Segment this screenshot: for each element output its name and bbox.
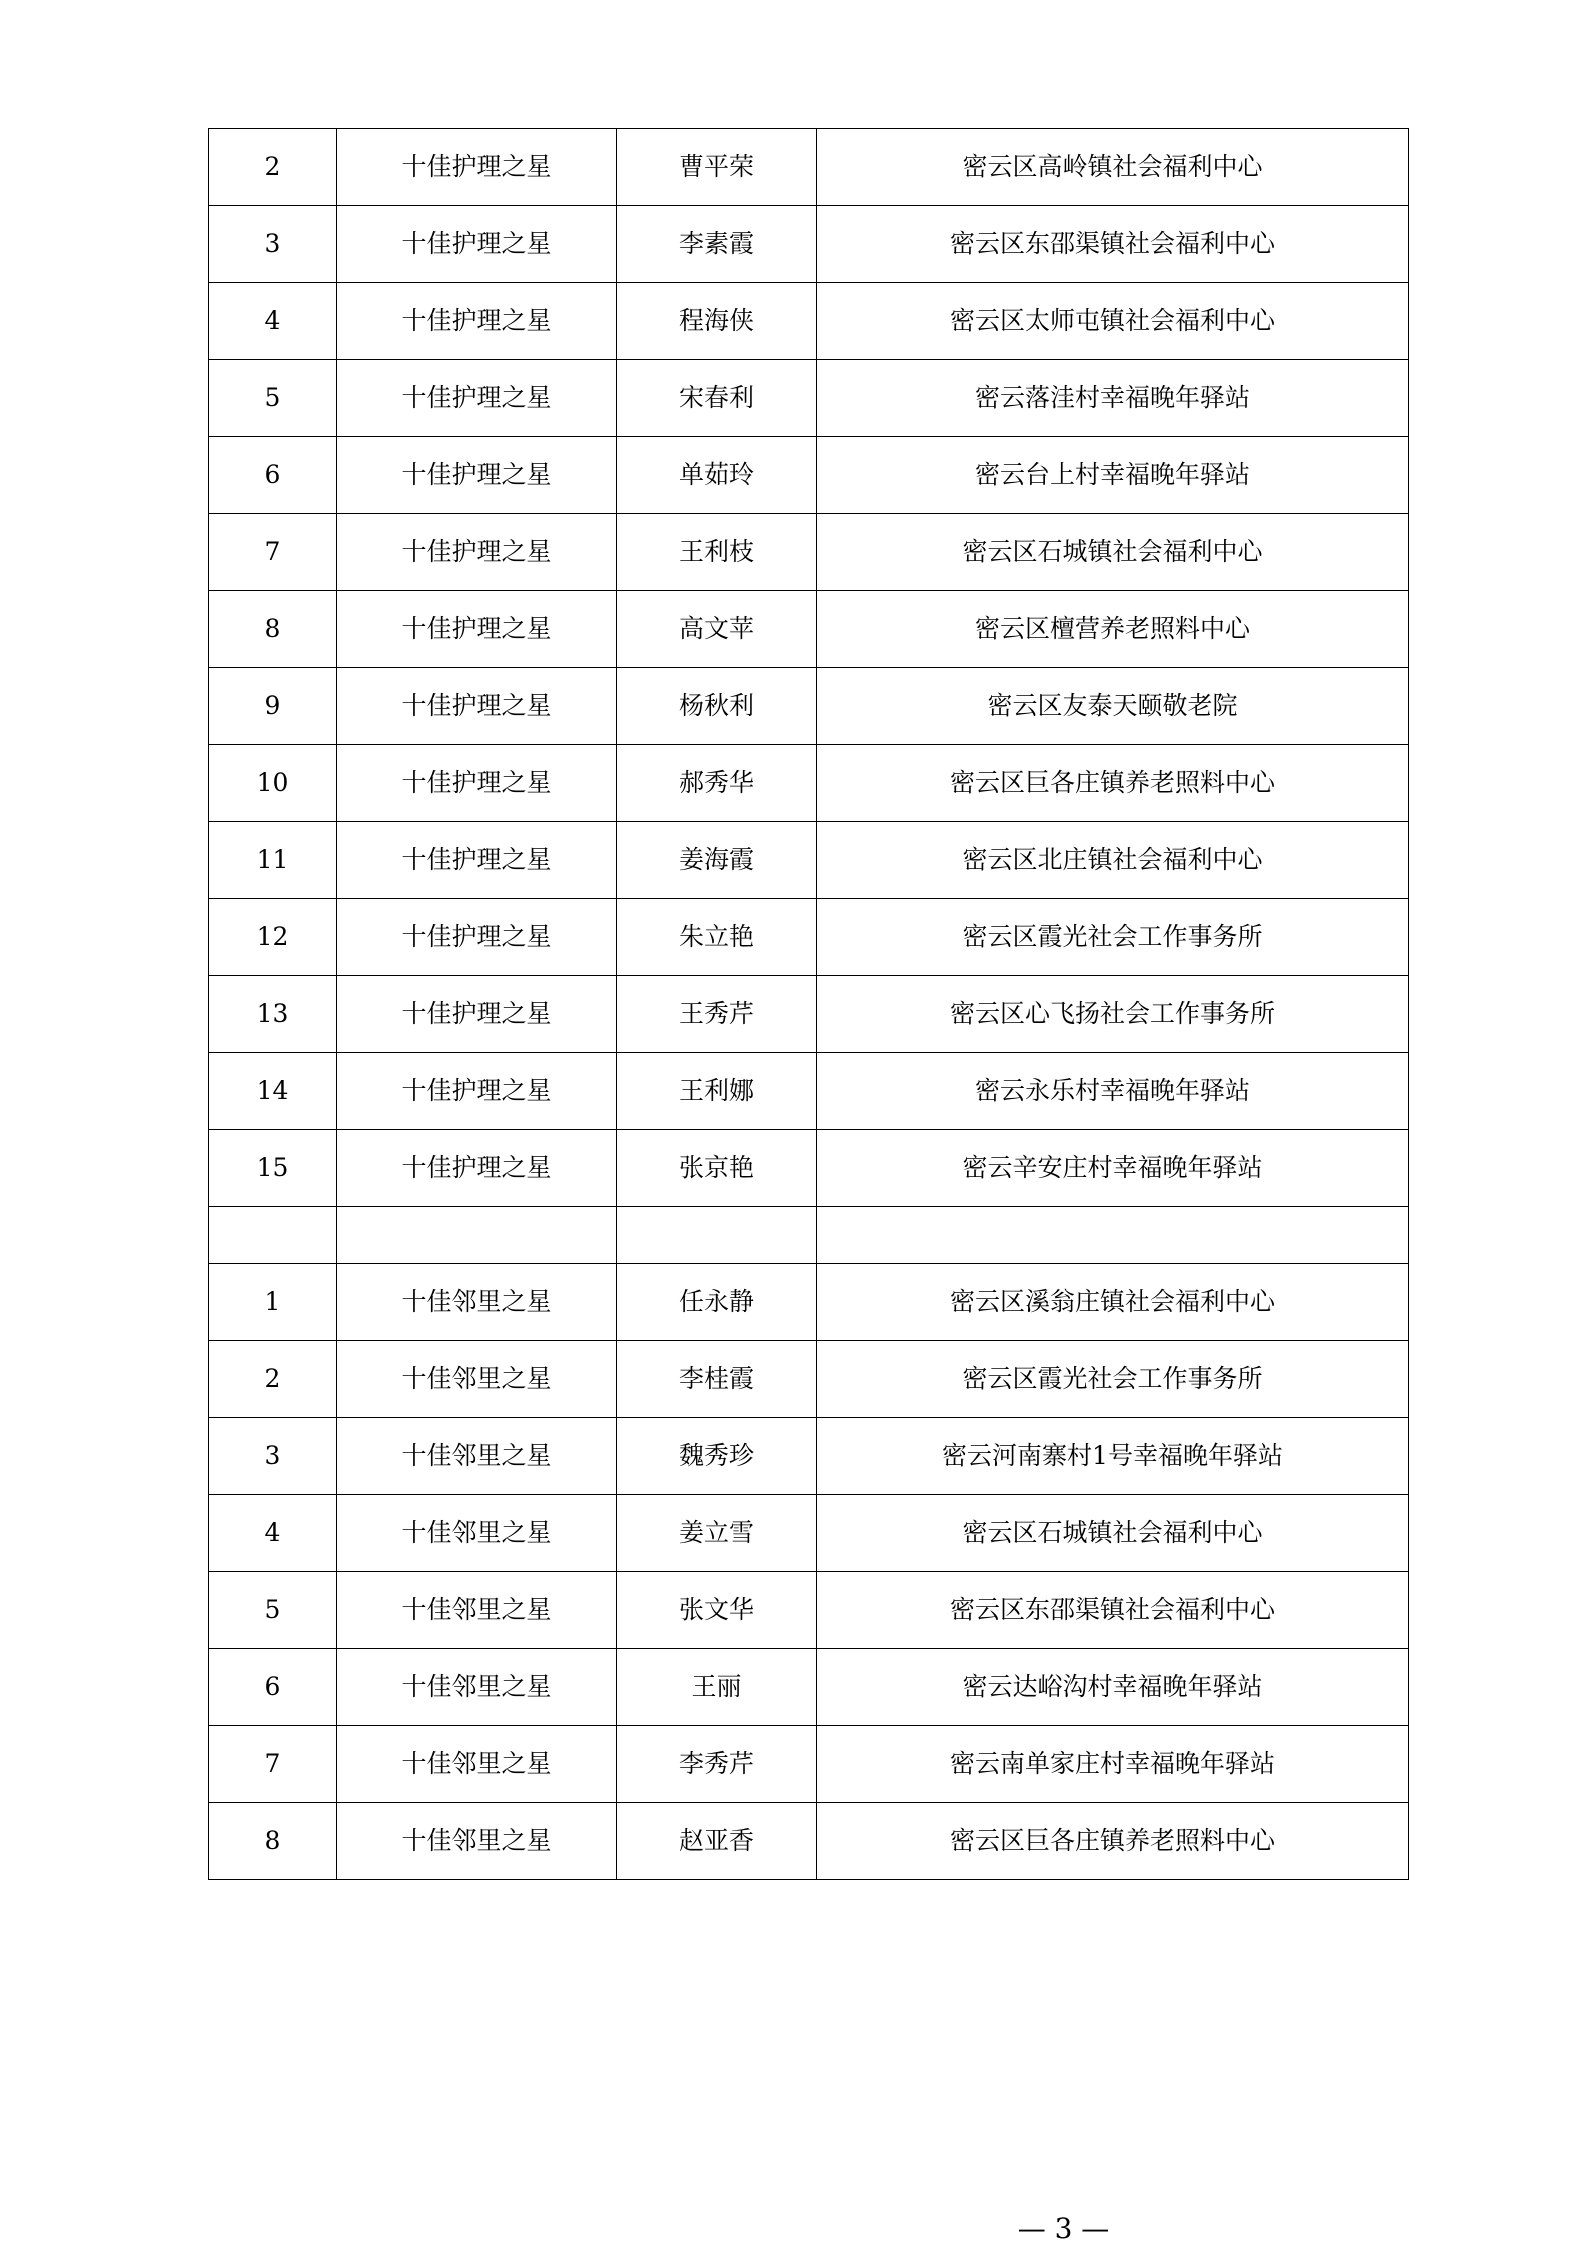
cell-award: 十佳护理之星 [337, 206, 617, 283]
table-row [209, 1649, 1409, 1726]
cell-name: 姜海霞 [617, 822, 817, 899]
cell-name: 王利枝 [617, 514, 817, 591]
cell-org: 密云南单家庄村幸福晚年驿站 [817, 1726, 1409, 1803]
cell-award: 十佳护理之星 [337, 360, 617, 437]
cell-org: 密云区太师屯镇社会福利中心 [817, 283, 1409, 360]
cell-award: 十佳护理之星 [337, 514, 617, 591]
table-row [209, 437, 1409, 514]
cell-name: 杨秋利 [617, 668, 817, 745]
cell-index [209, 1207, 337, 1264]
cell-award: 十佳护理之星 [337, 822, 617, 899]
cell-index: 5 [209, 1572, 337, 1649]
cell-award: 十佳邻里之星 [337, 1572, 617, 1649]
cell-org: 密云区北庄镇社会福利中心 [817, 822, 1409, 899]
cell-name: 朱立艳 [617, 899, 817, 976]
cell-index: 4 [209, 283, 337, 360]
cell-name: 王利娜 [617, 1053, 817, 1130]
cell-name: 张文华 [617, 1572, 817, 1649]
cell-award: 十佳护理之星 [337, 1130, 617, 1207]
cell-award: 十佳邻里之星 [337, 1726, 617, 1803]
cell-award: 十佳邻里之星 [337, 1803, 617, 1880]
table-row [209, 668, 1409, 745]
cell-name: 曹平荣 [617, 129, 817, 206]
cell-org: 密云区巨各庄镇养老照料中心 [817, 1803, 1409, 1880]
table-row [209, 1803, 1409, 1880]
cell-award: 十佳护理之星 [337, 976, 617, 1053]
cell-name: 姜立雪 [617, 1495, 817, 1572]
cell-index: 9 [209, 668, 337, 745]
cell-name: 王丽 [617, 1649, 817, 1726]
cell-index: 3 [209, 1418, 337, 1495]
cell-name [617, 1207, 817, 1264]
cell-org: 密云区高岭镇社会福利中心 [817, 129, 1409, 206]
table-row [209, 899, 1409, 976]
cell-index: 8 [209, 591, 337, 668]
cell-index: 7 [209, 1726, 337, 1803]
cell-award: 十佳护理之星 [337, 1053, 617, 1130]
cell-award: 十佳护理之星 [337, 745, 617, 822]
table-row [209, 283, 1409, 360]
cell-award [337, 1207, 617, 1264]
cell-index: 12 [209, 899, 337, 976]
cell-org: 密云区心飞扬社会工作事务所 [817, 976, 1409, 1053]
cell-name: 程海侠 [617, 283, 817, 360]
cell-org: 密云区东邵渠镇社会福利中心 [817, 1572, 1409, 1649]
cell-award: 十佳邻里之星 [337, 1264, 617, 1341]
cell-award: 十佳护理之星 [337, 129, 617, 206]
cell-org: 密云区东邵渠镇社会福利中心 [817, 206, 1409, 283]
cell-org: 密云区霞光社会工作事务所 [817, 1341, 1409, 1418]
table-row [209, 1130, 1409, 1207]
table-row [209, 591, 1409, 668]
cell-org: 密云辛安庄村幸福晚年驿站 [817, 1130, 1409, 1207]
page-footer [0, 2212, 1587, 2245]
table-row [209, 360, 1409, 437]
table-row [209, 1726, 1409, 1803]
table-row [209, 1418, 1409, 1495]
cell-org [817, 1207, 1409, 1264]
cell-index: 7 [209, 514, 337, 591]
cell-org: 密云区溪翁庄镇社会福利中心 [817, 1264, 1409, 1341]
cell-name: 郝秀华 [617, 745, 817, 822]
cell-award: 十佳护理之星 [337, 668, 617, 745]
cell-org: 密云落洼村幸福晚年驿站 [817, 360, 1409, 437]
cell-name: 李素霞 [617, 206, 817, 283]
table-row [209, 129, 1409, 206]
table-row [209, 976, 1409, 1053]
cell-org: 密云区石城镇社会福利中心 [817, 1495, 1409, 1572]
cell-name: 魏秀珍 [617, 1418, 817, 1495]
cell-name: 赵亚香 [617, 1803, 817, 1880]
cell-award: 十佳护理之星 [337, 591, 617, 668]
table-row [209, 1207, 1409, 1264]
cell-name: 宋春利 [617, 360, 817, 437]
cell-award: 十佳护理之星 [337, 899, 617, 976]
cell-name: 高文苹 [617, 591, 817, 668]
cell-index: 14 [209, 1053, 337, 1130]
table-row [209, 822, 1409, 899]
cell-index: 1 [209, 1264, 337, 1341]
table-body [209, 129, 1409, 1880]
cell-org: 密云区石城镇社会福利中心 [817, 514, 1409, 591]
cell-org: 密云区霞光社会工作事务所 [817, 899, 1409, 976]
cell-award: 十佳护理之星 [337, 283, 617, 360]
cell-index: 13 [209, 976, 337, 1053]
cell-award: 十佳邻里之星 [337, 1341, 617, 1418]
cell-name: 王秀芹 [617, 976, 817, 1053]
cell-org: 密云河南寨村1号幸福晚年驿站 [817, 1418, 1409, 1495]
table-row [209, 1264, 1409, 1341]
cell-award: 十佳邻里之星 [337, 1649, 617, 1726]
cell-org: 密云区檀营养老照料中心 [817, 591, 1409, 668]
cell-name: 李秀芹 [617, 1726, 817, 1803]
cell-index: 3 [209, 206, 337, 283]
cell-index: 11 [209, 822, 337, 899]
cell-index: 4 [209, 1495, 337, 1572]
table-row [209, 1341, 1409, 1418]
cell-org: 密云区友泰天颐敬老院 [817, 668, 1409, 745]
table-row [209, 1495, 1409, 1572]
cell-index: 2 [209, 129, 337, 206]
award-recipients-table [208, 128, 1409, 1880]
cell-name: 李桂霞 [617, 1341, 817, 1418]
table-row [209, 206, 1409, 283]
cell-index: 2 [209, 1341, 337, 1418]
cell-award: 十佳邻里之星 [337, 1418, 617, 1495]
table-row [209, 1053, 1409, 1130]
cell-index: 5 [209, 360, 337, 437]
cell-name: 张京艳 [617, 1130, 817, 1207]
cell-index: 10 [209, 745, 337, 822]
table-row [209, 1572, 1409, 1649]
cell-org: 密云永乐村幸福晚年驿站 [817, 1053, 1409, 1130]
cell-org: 密云台上村幸福晚年驿站 [817, 437, 1409, 514]
table-row [209, 514, 1409, 591]
cell-award: 十佳邻里之星 [337, 1495, 617, 1572]
cell-name: 任永静 [617, 1264, 817, 1341]
cell-index: 6 [209, 437, 337, 514]
cell-name: 单茹玲 [617, 437, 817, 514]
cell-award: 十佳护理之星 [337, 437, 617, 514]
cell-org: 密云达峪沟村幸福晚年驿站 [817, 1649, 1409, 1726]
cell-index: 15 [209, 1130, 337, 1207]
cell-index: 6 [209, 1649, 337, 1726]
page-number: — 3 — [1017, 2212, 1110, 2245]
table-row [209, 745, 1409, 822]
cell-index: 8 [209, 1803, 337, 1880]
cell-org: 密云区巨各庄镇养老照料中心 [817, 745, 1409, 822]
